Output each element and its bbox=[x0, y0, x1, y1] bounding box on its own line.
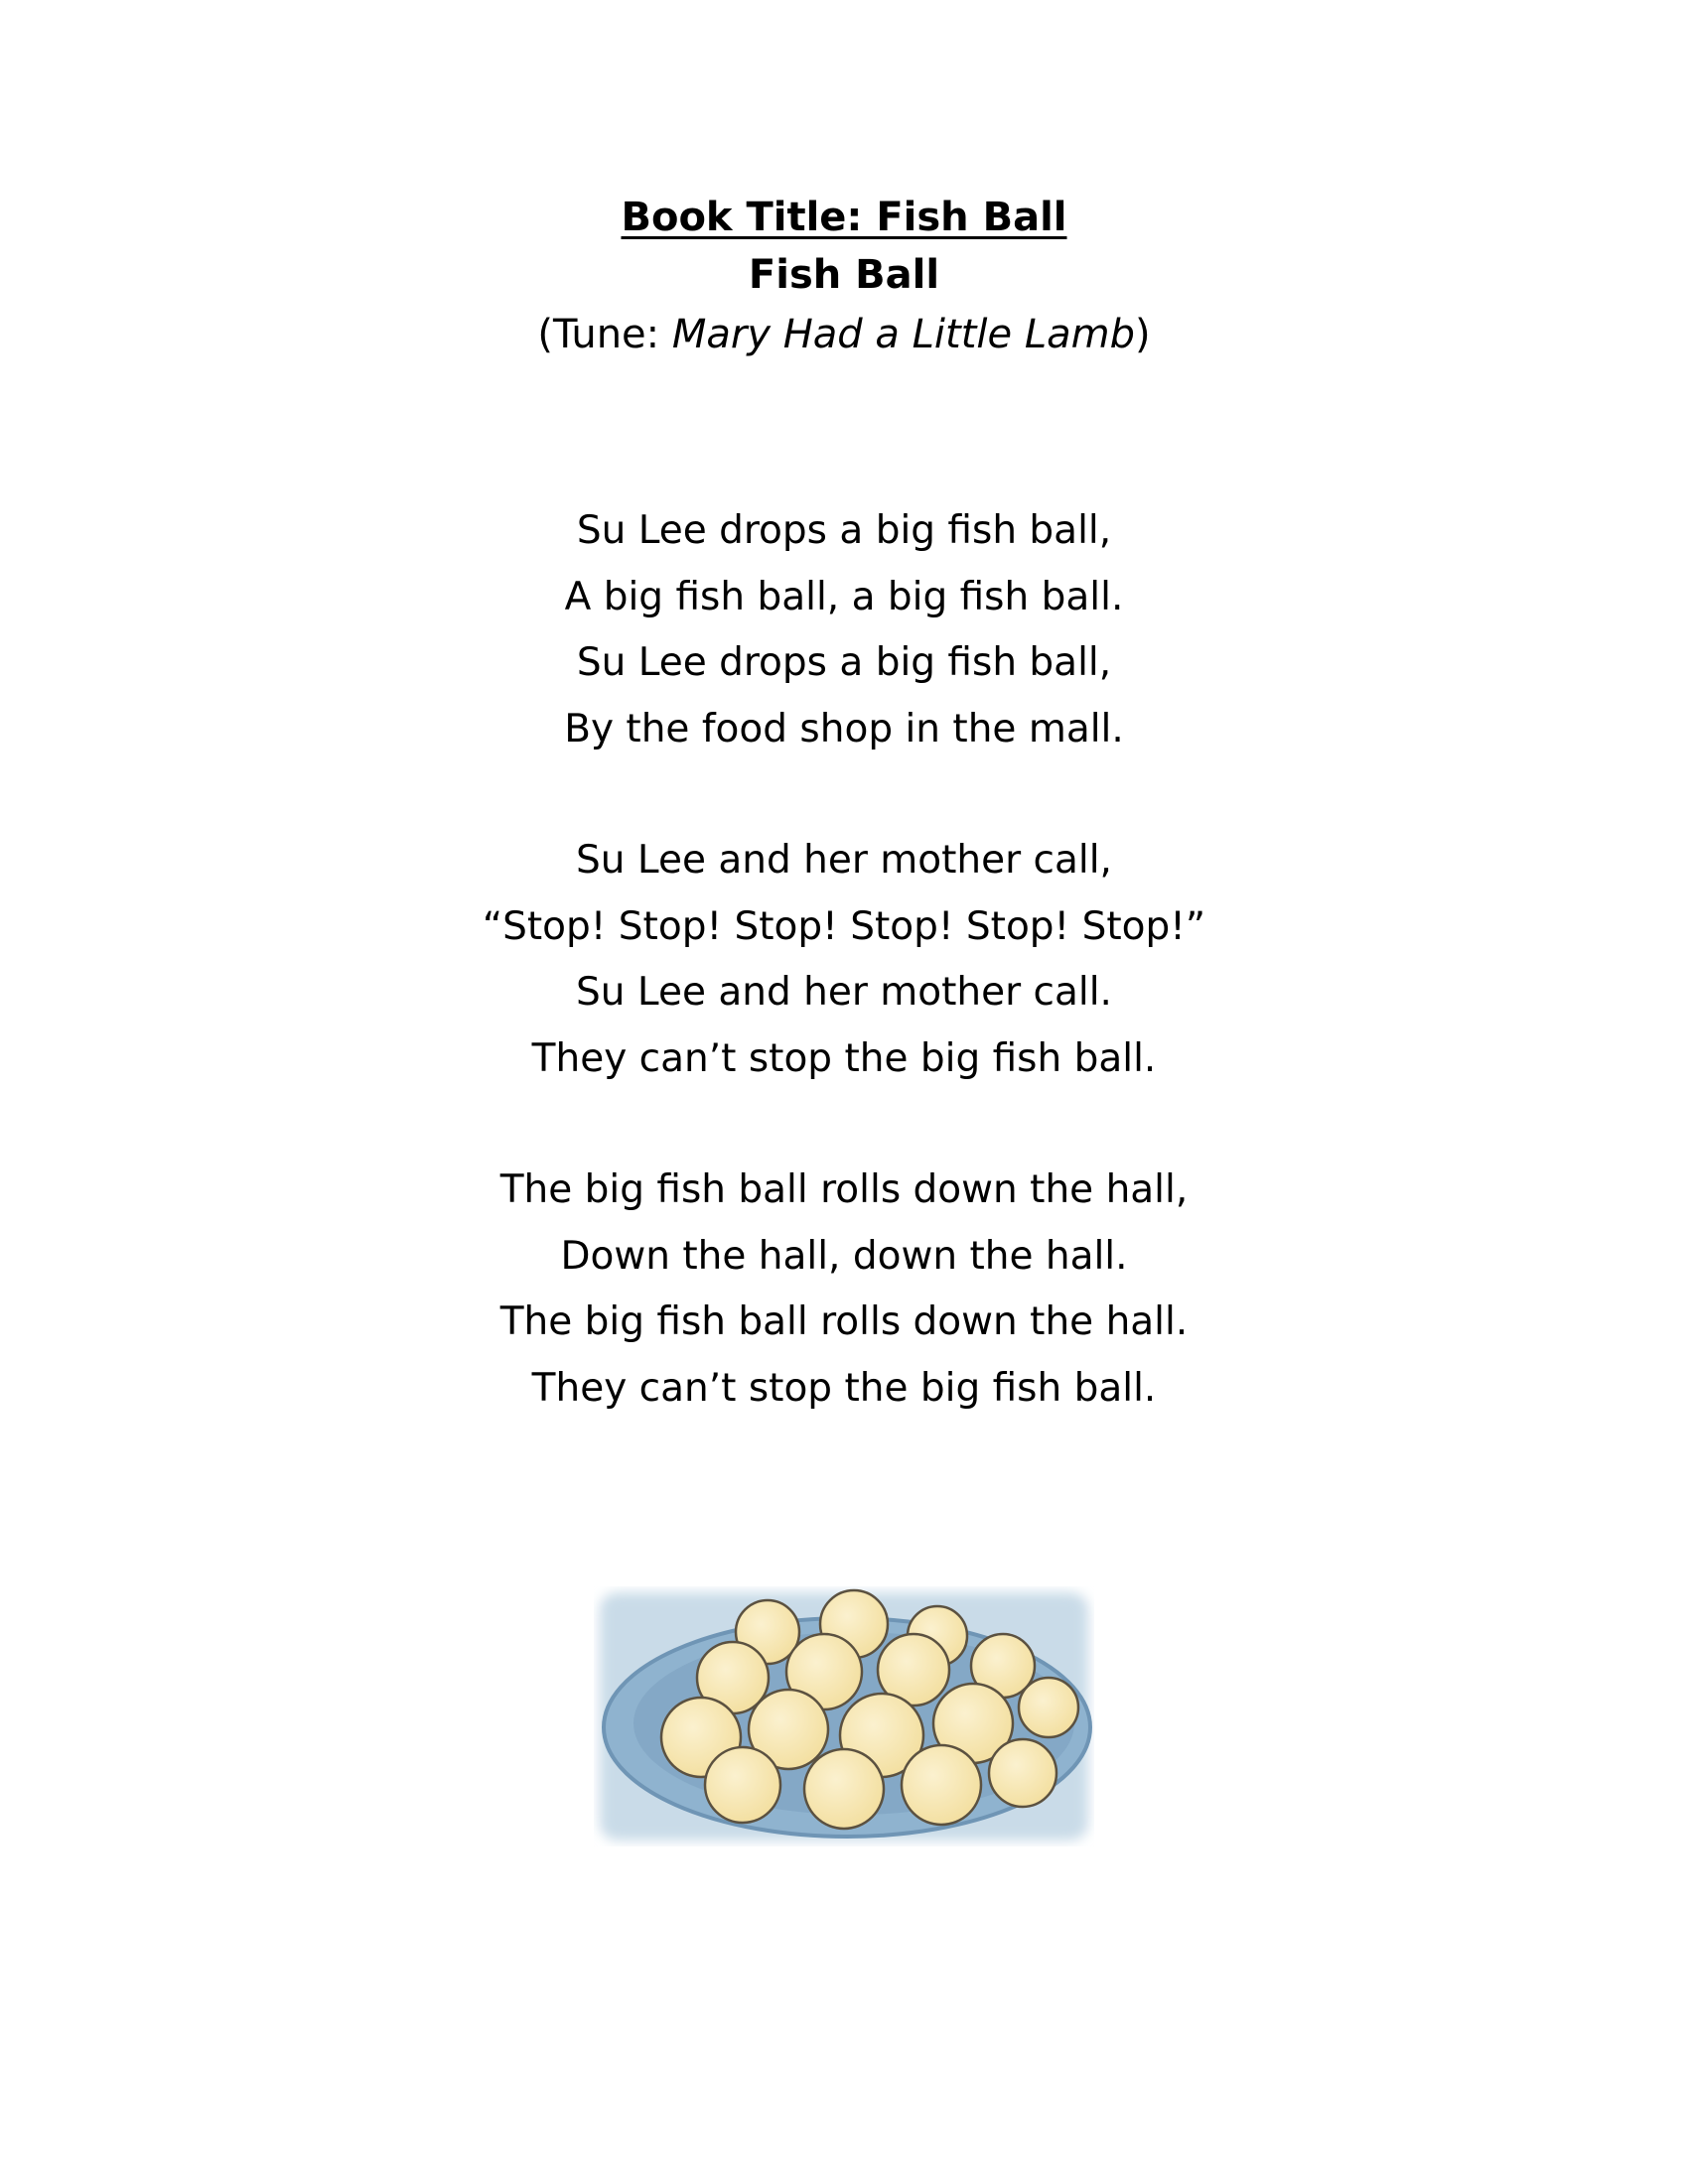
fish-ball bbox=[705, 1747, 780, 1823]
lyric-line: Su Lee and her mother call. bbox=[576, 970, 1112, 1015]
verse-2 bbox=[0, 828, 1688, 1092]
lyric-line: Su Lee drops a big fish ball, bbox=[576, 640, 1112, 685]
fish-ball-plate-illustration bbox=[594, 1586, 1094, 1846]
lyric-line: Down the hall, down the hall. bbox=[560, 1233, 1128, 1279]
fish-ball bbox=[989, 1739, 1056, 1807]
lyric-line: They can’t stop the big fish ball. bbox=[531, 1365, 1157, 1411]
book-title: Book Title: Fish Ball bbox=[621, 195, 1067, 240]
lyric-line: Su Lee and her mother call, bbox=[576, 838, 1112, 883]
lyrics bbox=[0, 498, 1688, 1487]
fish-ball bbox=[1019, 1678, 1078, 1737]
song-title: Fish Ball bbox=[748, 252, 940, 298]
tune-name: Mary Had a Little Lamb bbox=[671, 312, 1135, 357]
lyric-line: A big fish ball, a big fish ball. bbox=[564, 574, 1124, 619]
fish-ball bbox=[902, 1745, 981, 1825]
lyric-line: By the food shop in the mall. bbox=[564, 706, 1124, 751]
verse-3 bbox=[0, 1158, 1688, 1422]
tune-suffix: ) bbox=[1135, 312, 1151, 357]
lyric-line: The big fish ball rolls down the hall, bbox=[499, 1167, 1189, 1212]
lyric-line: “Stop! Stop! Stop! Stop! Stop! Stop!” bbox=[482, 903, 1206, 949]
tune-line bbox=[0, 304, 1688, 365]
lyric-line: Su Lee drops a big fish ball, bbox=[576, 508, 1112, 553]
heading-block bbox=[0, 189, 1688, 365]
verse-1 bbox=[0, 498, 1688, 762]
tune-prefix: (Tune: bbox=[537, 312, 672, 357]
fish-ball bbox=[804, 1749, 884, 1829]
lyric-line: They can’t stop the big fish ball. bbox=[531, 1035, 1157, 1081]
lyric-line: The big fish ball rolls down the hall. bbox=[499, 1299, 1189, 1344]
